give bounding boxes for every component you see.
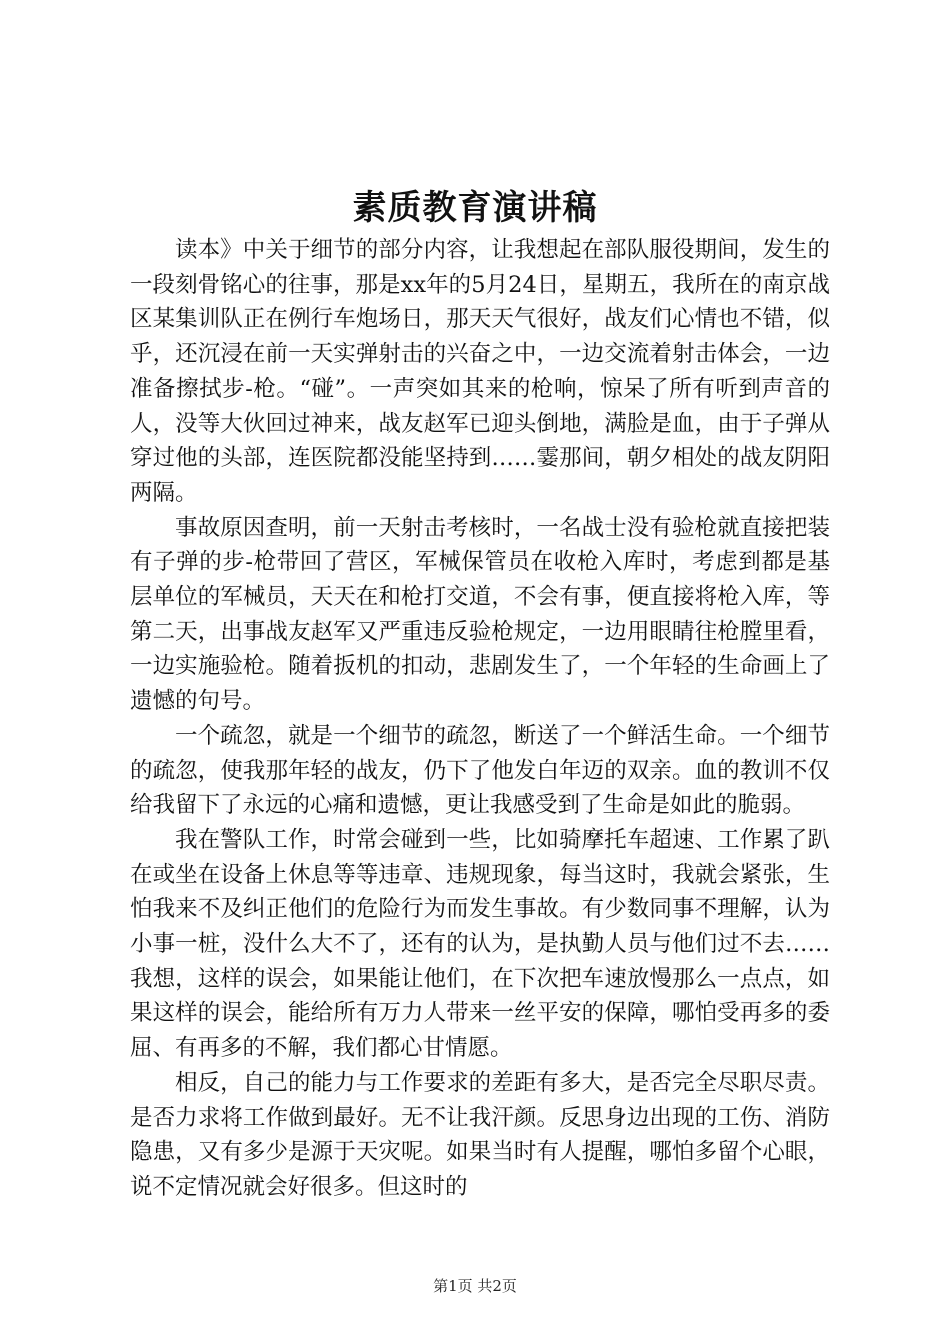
paragraph-4: 我在警队工作，时常会碰到一些，比如骑摩托车超速、工作累了趴在或坐在设备上休息等等违章、违规现象，每当这时，我就会紧张，生怕我来不及纠正他们的危险行为而发生事故。有少数同事不理解，认为小事一桩，没什么大不了，还有的认为，是执勤人员与他们过不去……我想，这样的误会，如果能让他们，在下次把车速放慢那么一点点，如果这样的误会，能给所有万力人带来一丝平安的保障，哪怕受再多的委屈、有再多的不解，我们都心甘情愿。 [130, 826, 830, 1062]
document-title: 素质教育演讲稿 [352, 188, 598, 228]
paragraph-5: 相反，自己的能力与工作要求的差距有多大，是否完全尽职尽责。是否力求将工作做到最好。无不让我汗颜。反思身边出现的工伤、消防隐患，又有多少是源于天灾呢。如果当时有人提醒，哪怕多留个心眼，说不定情况就会好很多。但这时的 [130, 1069, 830, 1200]
page-footer: 第1页 共2页 [433, 1277, 517, 1295]
paragraph-2: 事故原因查明，前一天射击考核时，一名战士没有验枪就直接把装有子弹的步-枪带回了营区，军械保管员在收枪入库时，考虑到都是基层单位的军械员，天天在和枪打交道，不会有事，便直接将枪入库，等第二天，出事战友赵军又严重违反验枪规定，一边用眼睛往枪膛里看，一边实施验枪。随着扳机的扣动，悲剧发生了，一个年轻的生命画上了遗憾的句号。 [130, 514, 830, 715]
paragraph-3: 一个疏忽，就是一个细节的疏忽，断送了一个鲜活生命。一个细节的疏忽，使我那年轻的战友，仍下了他发白年迈的双亲。血的教训不仅给我留下了永远的心痛和遗憾，更让我感受到了生命是如此的脆弱。 [130, 722, 830, 819]
document-body [130, 233, 830, 1205]
paragraph-1: 读本》中关于细节的部分内容，让我想起在部队服役期间，发生的一段刻骨铭心的往事，那是xx年的5月24日，星期五，我所在的南京战区某集训队正在例行车炮场日，那天天气很好，战友们心情也不错，似乎，还沉浸在前一天实弹射击的兴奋之中，一边交流着射击体会，一边准备擦拭步-枪。“碰”。一声突如其来的枪响，惊呆了所有听到声音的人，没等大伙回过神来，战友赵军已迎头倒地，满脸是血，由于子弹从穿过他的头部，连医院都没能坚持到……霎那间，朝夕相处的战友阴阳两隔。 [130, 237, 830, 506]
